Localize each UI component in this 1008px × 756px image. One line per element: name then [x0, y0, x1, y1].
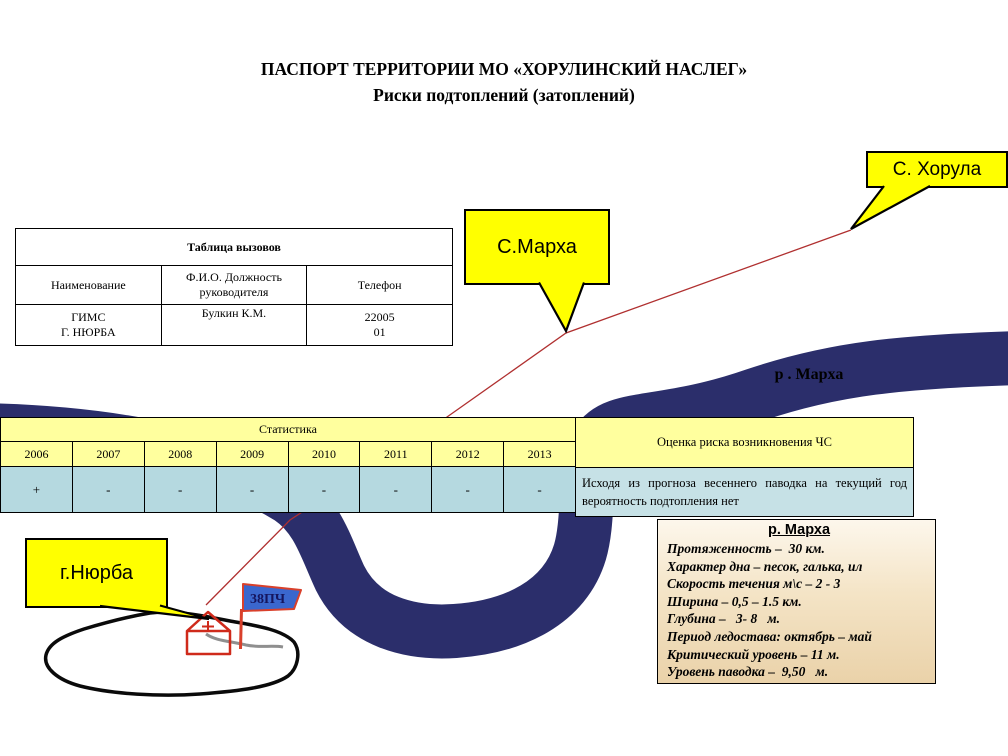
river-info-line: Критический уровень – 11 м.: [667, 646, 840, 662]
risk-table: [575, 417, 914, 517]
callout-khorula: [866, 151, 1008, 188]
cell-name-line1: ГИМС: [71, 310, 106, 324]
page-title: [0, 56, 1008, 108]
value-cell: -: [72, 467, 144, 513]
risk-text-row: [576, 468, 914, 517]
town-outline: [46, 612, 298, 695]
river-info-line: Уровень паводка – 9,50 м.: [667, 664, 829, 680]
value-cell: -: [504, 467, 576, 513]
year-cell: 2008: [144, 442, 216, 467]
calls-table: [15, 228, 453, 346]
risk-title-row: [576, 418, 914, 468]
cell-phone: [307, 305, 453, 346]
callout-markha-label: С.Марха: [497, 235, 577, 258]
statistics-title: Статистика: [1, 418, 576, 442]
calls-table-title: Таблица вызовов: [16, 229, 453, 266]
year-cell: 2012: [432, 442, 504, 467]
value-cell: +: [1, 467, 73, 513]
calls-table-title-row: [16, 229, 453, 266]
value-cell: -: [216, 467, 288, 513]
callout-nyurba-label: г.Нюрба: [59, 561, 134, 584]
calls-table-header-row: [16, 266, 453, 305]
year-cell: 2009: [216, 442, 288, 467]
year-cell: 2011: [360, 442, 432, 467]
risk-title: Оценка риска возникновения ЧС: [576, 418, 914, 468]
year-cell: 2013: [504, 442, 576, 467]
river-info-line: Период ледостава: октябрь – май: [667, 628, 872, 644]
cell-phone-line2: 01: [373, 325, 386, 339]
value-cell: -: [360, 467, 432, 513]
cell-official: Булкин К.М.: [161, 305, 307, 346]
value-cell: -: [432, 467, 504, 513]
col-header-official: Ф.И.О. Должность руководителя: [161, 266, 307, 305]
flag-label: 38ПЧ: [250, 592, 286, 607]
flag-pole: [241, 609, 242, 649]
statistics-years-row: [1, 442, 576, 467]
title-line-2: Риски подтоплений (затоплений): [373, 85, 635, 105]
statistics-values-row: [1, 467, 576, 513]
risk-text: Исходя из прогноза весеннего паводка на текущий год вероятность подтопления нет: [576, 468, 914, 517]
river-info-line: Глубина – 3- 8 м.: [667, 611, 781, 627]
river-name-label: р . Марха: [774, 366, 844, 383]
year-cell: 2006: [1, 442, 73, 467]
col-header-phone: Телефон: [307, 266, 453, 305]
callout-markha: [464, 209, 610, 285]
calls-table-data-row: [16, 305, 453, 346]
river-info-line: Ширина – 0,5 – 1.5 км.: [667, 593, 802, 609]
value-cell: -: [144, 467, 216, 513]
cell-phone-line1: 22005: [364, 310, 395, 324]
year-cell: 2010: [288, 442, 360, 467]
callout-khorula-label: С. Хорула: [892, 158, 982, 180]
stream-line: [206, 634, 283, 647]
callout-nyurba: [25, 538, 168, 608]
river-info-line: Протяженность – 30 км.: [667, 541, 825, 556]
river-info-line: Характер дна – песок, галька, ил: [667, 558, 863, 574]
river-info-title: р. Марха: [767, 522, 831, 538]
statistics-table: [0, 417, 576, 513]
river-info-box: [657, 519, 936, 684]
river-info-line: Скорость течения м\с – 2 - 3: [667, 576, 841, 592]
statistics-title-row: [1, 418, 576, 442]
value-cell: -: [288, 467, 360, 513]
title-line-1: ПАСПОРТ ТЕРРИТОРИИ МО «ХОРУЛИНСКИЙ НАСЛЕГ»: [260, 59, 748, 79]
col-header-name: Наименование: [16, 266, 162, 305]
cell-name-line2: Г. НЮРБА: [61, 325, 116, 339]
cell-name: [16, 305, 162, 346]
year-cell: 2007: [72, 442, 144, 467]
